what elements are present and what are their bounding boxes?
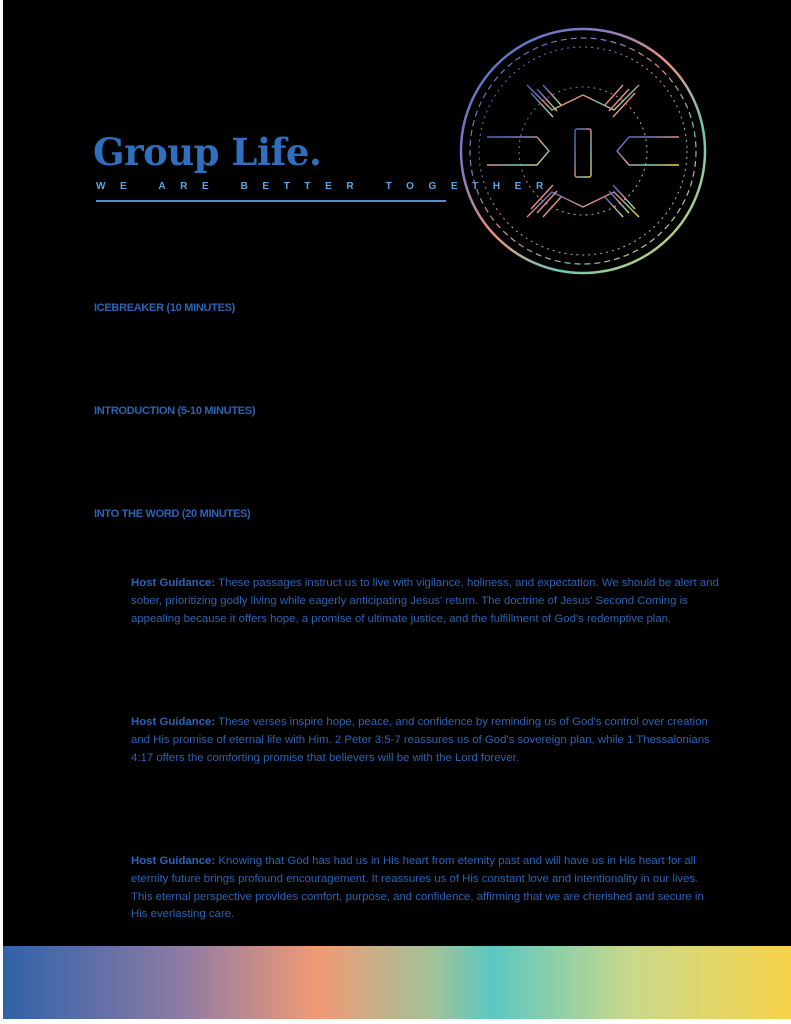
section-heading-introduction: INTRODUCTION (5-10 MINUTES) (94, 405, 256, 417)
tagline: WE ARE BETTER TOGETHER (96, 181, 558, 192)
footer-gradient-bar (3, 946, 791, 1019)
hands-cross-emblem-icon (457, 25, 709, 277)
document-page (3, 0, 791, 1019)
section-heading-into-the-word: INTO THE WORD (20 MINUTES) (94, 508, 251, 520)
host-guidance-paragraph (131, 575, 721, 628)
section-heading-icebreaker: ICEBREAKER (10 MINUTES) (94, 302, 236, 314)
host-guidance-label: Host Guidance: (131, 855, 216, 867)
host-guidance-paragraph (131, 714, 721, 767)
host-guidance-text: These verses inspire hope, peace, and confidence by reminding us of God's control over creation and His promise of eternal life with Him. 2 Peter 3:5-7 reassures us of God's sovereign plan, while 1 Thessalonians 4:17 offers the comforting promise that believers will be with the Lord forever. (131, 716, 710, 764)
host-guidance-label: Host Guidance: (131, 716, 216, 728)
host-guidance-text: These passages instruct us to live with vigilance, holiness, and expectation. We should be alert and sober, prioritizing godly living while eagerly anticipating Jesus' return. The doctrine of Jesus' Second Coming is appealing because it offers hope, a promise of ultimate justice, and the fulfillment of God's redemptive plan. (131, 577, 719, 625)
host-guidance-text: Knowing that God has had us in His heart from eternity past and will have us in His heart for all eternity future brings profound encouragement. It reassures us of His constant love and intentionality in our lives. This eternal perspective provides comfort, purpose, and confidence, affirming that we are cherished and secure in His everlasting care. (131, 855, 704, 921)
page-title: Group Life. (93, 130, 322, 174)
tagline-divider (96, 200, 446, 202)
host-guidance-paragraph (131, 853, 721, 924)
host-guidance-label: Host Guidance: (131, 577, 216, 589)
